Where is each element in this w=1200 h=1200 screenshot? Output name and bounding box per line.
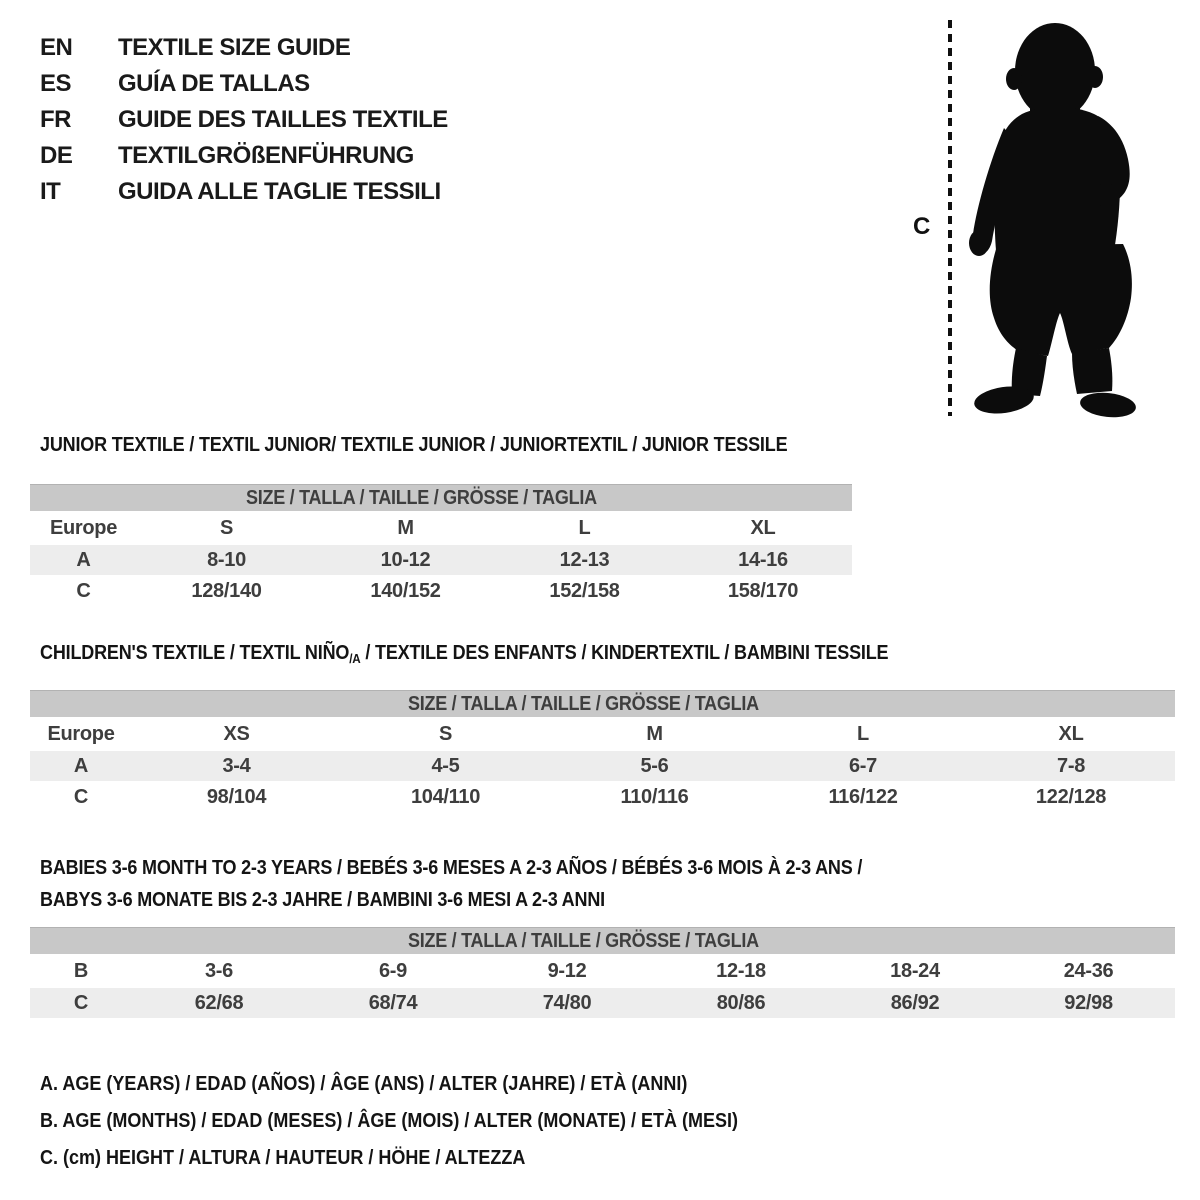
size-cell: 110/116 — [550, 782, 759, 813]
size-cell: 92/98 — [1002, 988, 1175, 1019]
row-label-cell: Europe — [30, 512, 137, 545]
size-cell: 62/68 — [132, 988, 306, 1019]
lang-title-en: TEXTILE SIZE GUIDE — [118, 34, 351, 61]
size-cell: 98/104 — [132, 782, 341, 813]
size-cell: 158/170 — [674, 576, 852, 607]
table-row — [30, 782, 1175, 813]
table-row — [30, 718, 1175, 751]
size-cell: 4-5 — [341, 751, 550, 782]
size-cell: 152/158 — [495, 576, 674, 607]
size-cell: 14-16 — [674, 545, 852, 576]
size-cell: 9-12 — [480, 955, 654, 988]
row-label-cell: B — [30, 955, 132, 988]
toddler-silhouette-icon — [960, 16, 1160, 422]
lang-title-fr: GUIDE DES TAILLES TEXTILE — [118, 106, 448, 133]
size-cell: 116/122 — [759, 782, 967, 813]
babies-section-title: BABIES 3-6 MONTH TO 2-3 YEARS / BEBÉS 3-6 MESES A 2-3 AÑOS / BÉBÉS 3-6 MOIS À 2-3 ANS / BABYS 3-6 MONATE BIS 2-3 JAHRE / BAMBINI 3-6 MESI A 2-3 ANNI — [40, 857, 863, 911]
size-cell: 74/80 — [480, 988, 654, 1019]
size-cell: 80/86 — [654, 988, 828, 1019]
size-header-label: SIZE / TALLA / TAILLE / GRÖSSE / TAGLIA — [246, 486, 597, 509]
size-cell: 68/74 — [306, 988, 480, 1019]
lang-row-es — [40, 66, 448, 102]
size-header-bar — [30, 484, 852, 512]
size-cell: 3-4 — [132, 751, 341, 782]
lang-row-fr — [40, 102, 448, 138]
size-cell: 7-8 — [967, 751, 1175, 782]
height-measure-label: C — [913, 213, 931, 240]
size-header-bar — [30, 690, 1175, 718]
size-cell: 128/140 — [137, 576, 316, 607]
nino-a-subscript: /A — [349, 651, 361, 666]
table-row — [30, 955, 1175, 988]
size-header-label: SIZE / TALLA / TAILLE / GRÖSSE / TAGLIA — [407, 692, 759, 715]
lang-code-de: DE — [40, 142, 73, 169]
lang-code-es: ES — [40, 70, 72, 97]
size-header-label: SIZE / TALLA / TAILLE / GRÖSSE / TAGLIA — [407, 929, 759, 952]
language-title-list — [40, 30, 448, 210]
size-cell: 6-9 — [306, 955, 480, 988]
height-dashed-line — [948, 20, 952, 416]
size-cell: 122/128 — [967, 782, 1175, 813]
size-cell: 140/152 — [316, 576, 495, 607]
size-column-header: S — [137, 512, 316, 545]
lang-row-it — [40, 174, 448, 210]
lang-code-fr: FR — [40, 106, 71, 133]
lang-code-en: EN — [40, 34, 73, 61]
row-label-cell: Europe — [30, 718, 132, 751]
size-column-header: M — [550, 718, 759, 751]
legend-line-b: B. AGE (MONTHS) / EDAD (MESES) / ÂGE (MOIS) / ALTER (MONATE) / ETÀ (MESI) — [40, 1110, 738, 1132]
lang-code-it: IT — [40, 178, 61, 205]
legend-line-a: A. AGE (YEARS) / EDAD (AÑOS) / ÂGE (ANS) / ALTER (JAHRE) / ETÀ (ANNI) — [40, 1073, 688, 1095]
table-row — [30, 512, 852, 545]
size-column-header: XS — [132, 718, 341, 751]
size-cell: 24-36 — [1002, 955, 1175, 988]
row-label-cell: C — [30, 782, 132, 813]
lang-title-es: GUÍA DE TALLAS — [118, 70, 310, 97]
size-column-header: L — [495, 512, 674, 545]
row-label-cell: A — [30, 751, 132, 782]
junior-section-title: JUNIOR TEXTILE / TEXTIL JUNIOR/ TEXTILE JUNIOR / JUNIORTEXTIL / JUNIOR TESSILE — [40, 434, 788, 456]
size-cell: 3-6 — [132, 955, 306, 988]
size-column-header: XL — [674, 512, 852, 545]
table-row — [30, 751, 1175, 782]
row-label-cell: C — [30, 988, 132, 1019]
size-column-header: XL — [967, 718, 1175, 751]
size-cell: 12-18 — [654, 955, 828, 988]
size-cell: 86/92 — [828, 988, 1002, 1019]
table-row — [30, 545, 852, 576]
children-size-table — [30, 690, 1175, 813]
size-cell: 5-6 — [550, 751, 759, 782]
table-row — [30, 988, 1175, 1019]
size-column-header: M — [316, 512, 495, 545]
size-header-bar — [30, 927, 1175, 955]
row-label-cell: A — [30, 545, 137, 576]
lang-title-de: TEXTILGRÖßENFÜHRUNG — [118, 142, 414, 169]
measure-legend — [40, 1066, 816, 1177]
size-cell: 8-10 — [137, 545, 316, 576]
babies-size-table — [30, 927, 1175, 1019]
lang-row-de — [40, 138, 448, 174]
size-cell: 104/110 — [341, 782, 550, 813]
size-column-header: S — [341, 718, 550, 751]
size-cell: 6-7 — [759, 751, 967, 782]
lang-row-en — [40, 30, 448, 66]
legend-line-c: C. (cm) HEIGHT / ALTURA / HAUTEUR / HÖHE / ALTEZZA — [40, 1147, 526, 1169]
junior-size-table — [30, 484, 852, 607]
row-label-cell: C — [30, 576, 137, 607]
lang-title-it: GUIDA ALLE TAGLIE TESSILI — [118, 178, 441, 205]
size-cell: 10-12 — [316, 545, 495, 576]
table-row — [30, 576, 852, 607]
size-cell: 12-13 — [495, 545, 674, 576]
size-cell: 18-24 — [828, 955, 1002, 988]
size-column-header: L — [759, 718, 967, 751]
children-section-title: CHILDREN'S TEXTILE / TEXTIL $NIÑO_{/A}$ / TEXTILE DES ENFANTS / KINDERTEXTIL / BAMBINI TESSILE — [40, 642, 889, 666]
